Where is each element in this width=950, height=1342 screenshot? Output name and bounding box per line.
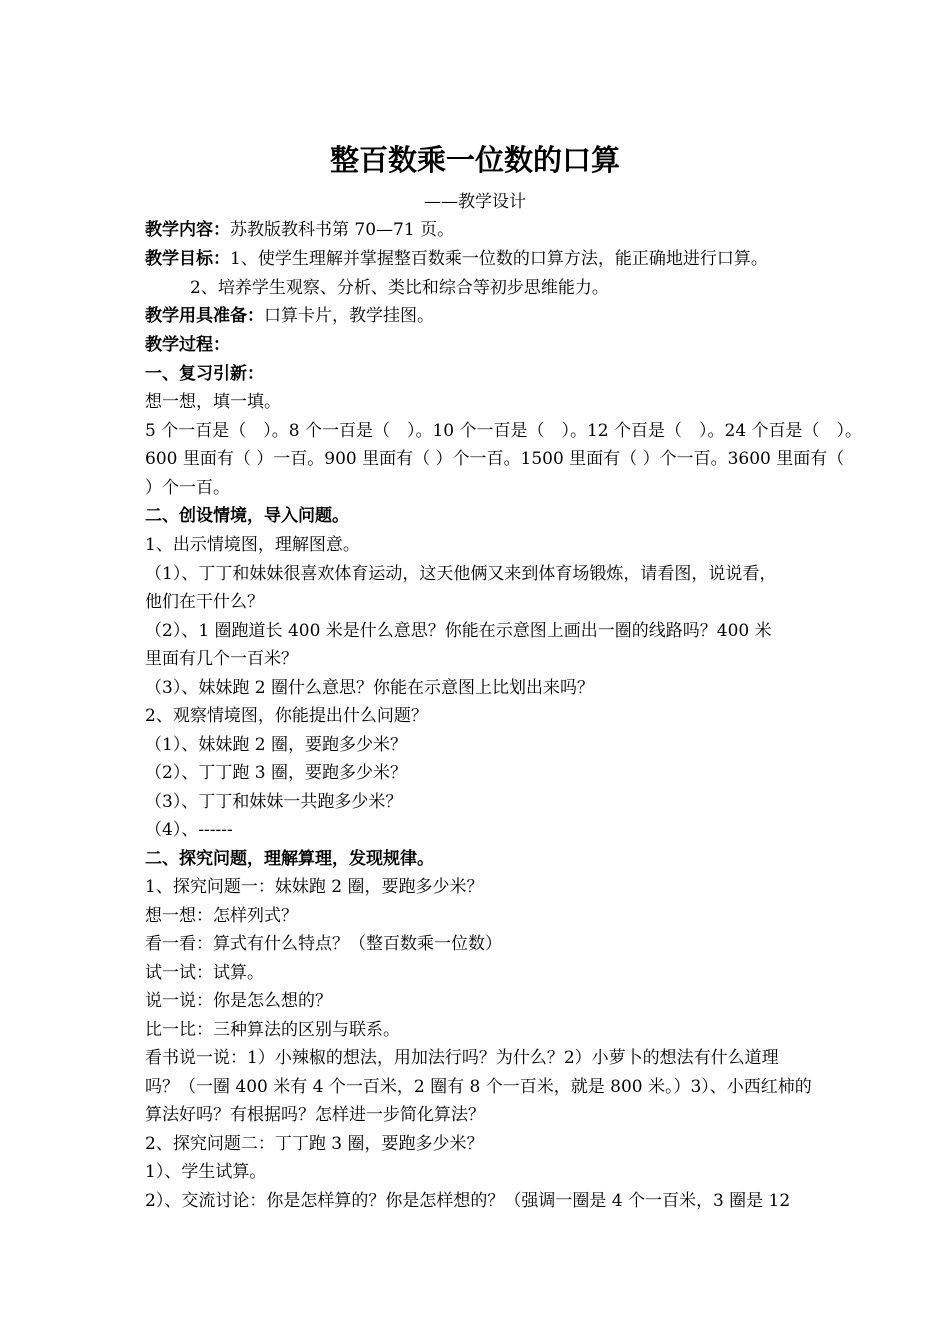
body-line: 吗？（一圈 400 米有 4 个一百米，2 圈有 8 个一百米，就是 800 米。）3）、小西红柿的 xyxy=(145,1077,812,1097)
teaching-goal-1: 1、使学生理解并掌握整百数乘一位数的口算方法，能正确地进行口算。 xyxy=(230,249,768,269)
teaching-goals-label: 教学目标： xyxy=(145,249,230,269)
teaching-tools-text: 口算卡片，教学挂图。 xyxy=(264,306,434,326)
page-title: 整百数乘一位数的口算 xyxy=(329,143,620,177)
teaching-tools-label: 教学用具准备： xyxy=(145,306,264,326)
body-line: 1）、学生试算。 xyxy=(145,1162,267,1182)
teaching-process-label: 教学过程： xyxy=(145,335,230,355)
teaching-goals xyxy=(145,245,835,273)
body-line: 里面有几个一百米？ xyxy=(145,649,298,669)
body-line: 说一说：你是怎么想的？ xyxy=(145,991,332,1011)
section-heading: 二、创设情境，导入问题。 xyxy=(145,506,349,526)
section-heading: 二、探究问题，理解算理，发现规律。 xyxy=(145,849,434,869)
teaching-goal-2: 2、培养学生观察、分析、类比和综合等初步思维能力。 xyxy=(190,278,609,298)
body-line: （2）、丁丁跑 3 圈，要跑多少米？ xyxy=(145,763,407,783)
body-line: 2）、交流讨论：你是怎样算的？你是怎样想的？（强调一圈是 4 个一百米，3 圈是 12 xyxy=(145,1191,791,1211)
section-heading: 一、复习引新： xyxy=(145,364,264,384)
page-subtitle: ——教学设计 xyxy=(424,192,526,212)
body-line: （1）、丁丁和妹妹很喜欢体育运动，这天他俩又来到体育场锻炼，请看图，说说看， xyxy=(145,564,777,584)
teaching-content xyxy=(145,216,835,244)
body-line: 1、出示情境图，理解图意。 xyxy=(145,535,360,555)
teaching-content-text: 苏教版教科书第 70—71 页。 xyxy=(230,220,455,240)
body-line: 1、探究问题一：妹妹跑 2 圈，要跑多少米？ xyxy=(145,877,484,897)
body-line: 算法好吗？有根据吗？怎样进一步简化算法？ xyxy=(145,1105,485,1125)
teaching-content-label: 教学内容： xyxy=(145,220,230,240)
body-line: 2、观察情境图，你能提出什么问题？ xyxy=(145,706,428,726)
body-line: 他们在干什么？ xyxy=(145,592,264,612)
body-line: 2、探究问题二：丁丁跑 3 圈，要跑多少米？ xyxy=(145,1134,484,1154)
body-line: （1）、妹妹跑 2 圈，要跑多少米？ xyxy=(145,735,407,755)
body-line: 看书说一说：1）小辣椒的想法，用加法行吗？为什么？2）小萝卜的想法有什么道理 xyxy=(145,1048,779,1068)
body-line: 试一试：试算。 xyxy=(145,963,264,983)
body-line: ）个一百。 xyxy=(145,478,230,498)
body-line: 600 里面有（ ）一百。900 里面有（ ）个一百。1500 里面有（ ）个一百。3600 里面有（ xyxy=(145,449,845,469)
body-line: （4）、------ xyxy=(145,820,233,840)
body-line: （3）、妹妹跑 2 圈什么意思？你能在示意图上比划出来吗？ xyxy=(145,678,594,698)
body-line: （3）、丁丁和妹妹一共跑多少米？ xyxy=(145,792,403,812)
body-line: 看一看：算式有什么特点？（整百数乘一位数） xyxy=(145,934,502,954)
body-line: （2）、1 圈跑道长 400 米是什么意思？你能在示意图上画出一圈的线路吗？400 米 xyxy=(145,621,772,641)
teaching-tools xyxy=(145,302,835,330)
body-line: 想一想，填一填。 xyxy=(145,392,281,412)
body-line: 比一比：三种算法的区别与联系。 xyxy=(145,1020,400,1040)
body-line: 5 个一百是（ ）。8 个一百是（ ）。10 个一百是（ ）。12 个百是（ ）。24 个百是（ ）。 xyxy=(145,421,863,441)
body-line: 想一想：怎样列式？ xyxy=(145,906,298,926)
